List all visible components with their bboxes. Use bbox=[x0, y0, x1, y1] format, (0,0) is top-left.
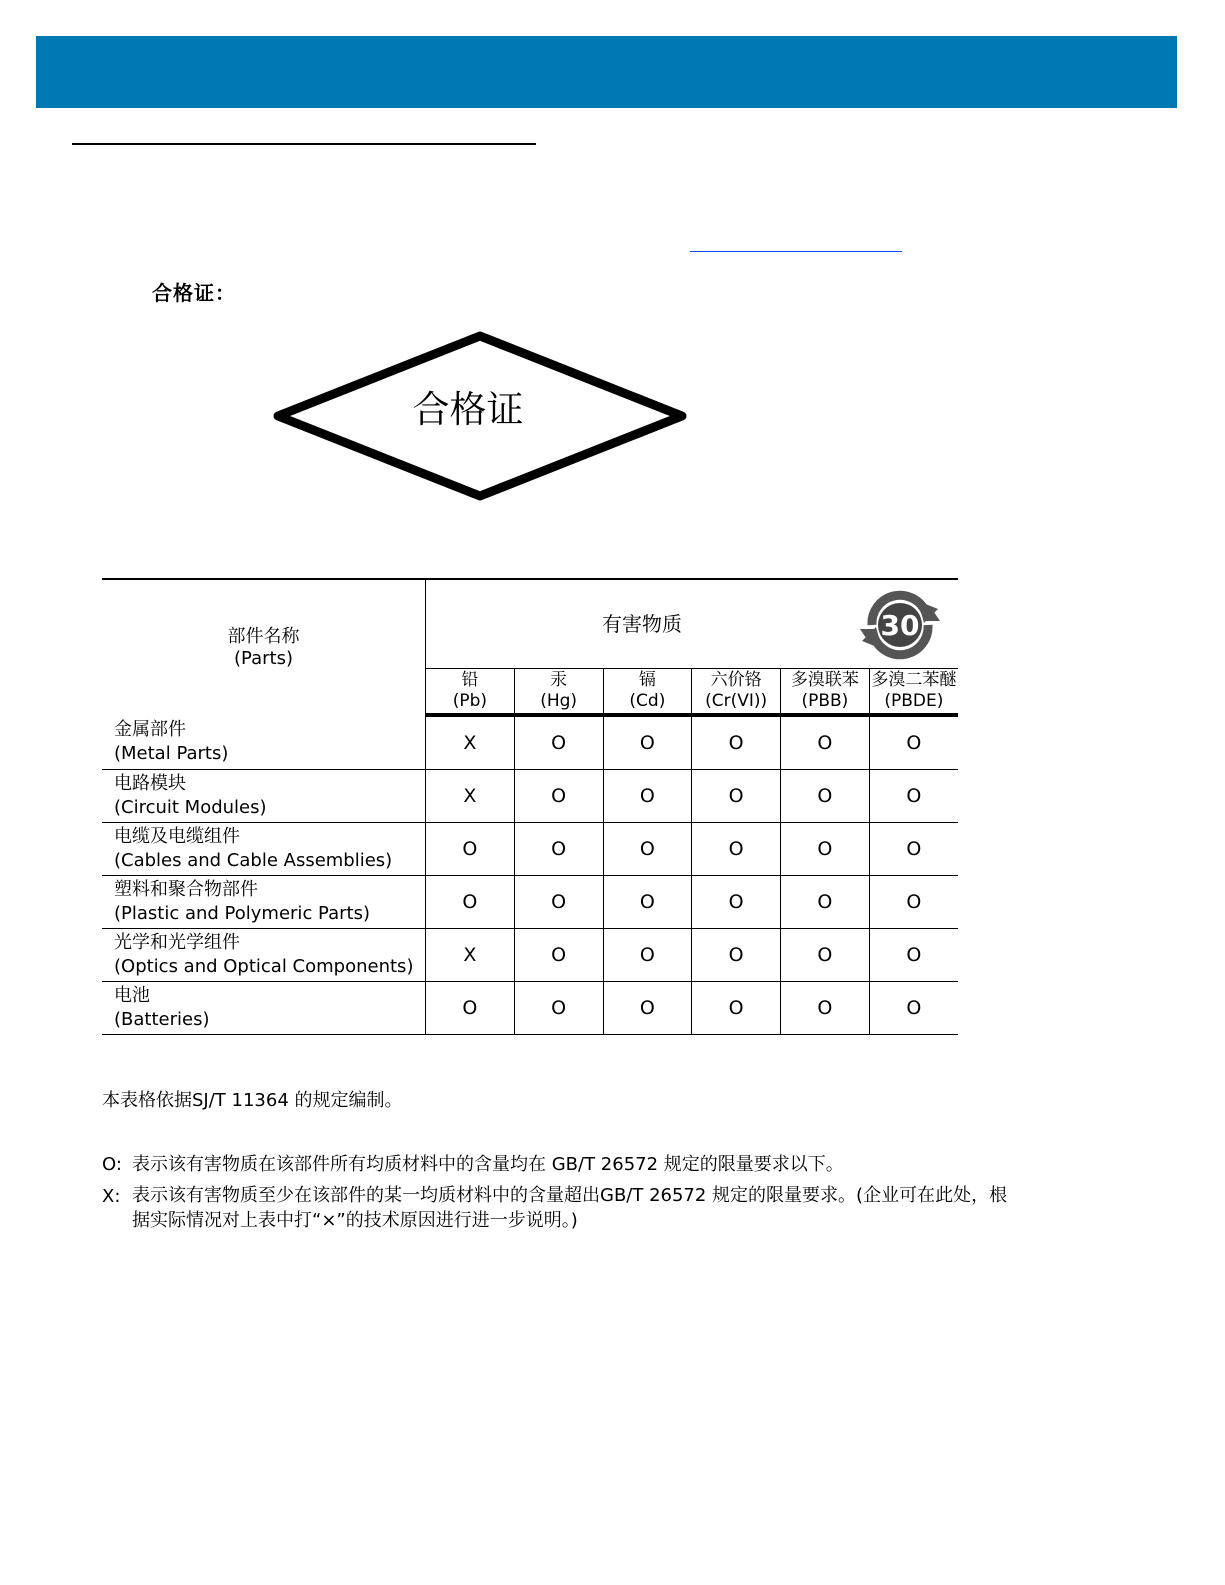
table-cell: O bbox=[514, 929, 603, 982]
table-cell: O bbox=[514, 982, 603, 1035]
table-cell: O bbox=[869, 982, 958, 1035]
hazardous-substances-table bbox=[102, 578, 958, 1040]
table-row bbox=[102, 876, 958, 929]
table-cell: O bbox=[781, 823, 870, 876]
table-cell: X bbox=[426, 929, 515, 982]
table-cell: O bbox=[426, 982, 515, 1035]
part-name-cn: 电池 bbox=[114, 985, 150, 1006]
hazard-header bbox=[426, 579, 959, 669]
table-cell: O bbox=[692, 715, 781, 770]
legend-item-o bbox=[102, 1151, 1022, 1179]
substance-header: 汞 (Hg) bbox=[514, 669, 603, 716]
link-underline[interactable] bbox=[690, 251, 902, 252]
table-cell: O bbox=[869, 715, 958, 770]
part-name-cn: 塑料和聚合物部件 bbox=[114, 879, 258, 900]
part-name-cn: 金属部件 bbox=[114, 719, 186, 740]
table-cell: O bbox=[781, 770, 870, 823]
table-cell: O bbox=[692, 770, 781, 823]
table-cell: O bbox=[869, 823, 958, 876]
table-cell: O bbox=[514, 823, 603, 876]
part-name-cn: 电缆及电缆组件 bbox=[114, 826, 240, 847]
header-bar bbox=[36, 36, 1177, 108]
table-cell: O bbox=[692, 982, 781, 1035]
part-name-en: (Plastic and Polymeric Parts) bbox=[114, 903, 370, 924]
table-row bbox=[102, 770, 958, 823]
legend-key: O: bbox=[102, 1154, 122, 1175]
table-cell: O bbox=[692, 823, 781, 876]
legend-text: 表示该有害物质在该部件所有均质材料中的含量均在 GB/T 26572 规定的限量要求以下。 bbox=[132, 1154, 844, 1175]
certificate-heading: 合格证： bbox=[152, 281, 236, 305]
table-cell: O bbox=[603, 715, 692, 770]
table-row bbox=[102, 823, 958, 876]
part-name-cn: 电路模块 bbox=[114, 773, 186, 794]
substance-header: 多溴联苯 (PBB) bbox=[781, 669, 870, 716]
part-name-en: (Circuit Modules) bbox=[114, 797, 267, 818]
part-name-en: (Cables and Cable Assemblies) bbox=[114, 850, 393, 871]
table-cell: O bbox=[603, 929, 692, 982]
substance-header: 六价铬 (Cr(VI)) bbox=[692, 669, 781, 716]
part-name-cn: 光学和光学组件 bbox=[114, 932, 240, 953]
table-cell: O bbox=[603, 982, 692, 1035]
table-cell: O bbox=[692, 929, 781, 982]
table-cell: O bbox=[869, 929, 958, 982]
table-cell: O bbox=[781, 715, 870, 770]
table-cell: X bbox=[426, 770, 515, 823]
table-cell: O bbox=[781, 982, 870, 1035]
table-row bbox=[102, 929, 958, 982]
table-cell: O bbox=[603, 770, 692, 823]
part-name-en: (Optics and Optical Components) bbox=[114, 956, 414, 977]
basis-note: 本表格依据SJ/T 11364 的规定编制。 bbox=[102, 1090, 403, 1111]
certificate-mark bbox=[270, 330, 690, 505]
table-cell: X bbox=[426, 715, 515, 770]
table-cell: O bbox=[869, 876, 958, 929]
table-cell: O bbox=[514, 715, 603, 770]
hazard-header-label: 有害物质 bbox=[602, 612, 682, 636]
legend-text: 表示该有害物质至少在该部件的某一均质材料中的含量超出GB/T 26572 规定的限量要求。(企业可在此处，根据实际情况对上表中打“×”的技术原因进行进一步说明。) bbox=[132, 1185, 1008, 1231]
logo-number: 30 bbox=[880, 609, 920, 642]
certificate-mark-text: 合格证 bbox=[412, 388, 524, 431]
substance-header: 镉 (Cd) bbox=[603, 669, 692, 716]
table-cell: O bbox=[514, 770, 603, 823]
table-cell: O bbox=[781, 929, 870, 982]
parts-header bbox=[102, 579, 426, 715]
table-cell: O bbox=[426, 823, 515, 876]
table-cell: O bbox=[426, 876, 515, 929]
table-row bbox=[102, 715, 958, 770]
table-cell: O bbox=[603, 876, 692, 929]
part-name-en: (Batteries) bbox=[114, 1009, 210, 1030]
parts-header-en: (Parts) bbox=[234, 647, 293, 669]
legend bbox=[102, 1151, 1022, 1233]
section-rule bbox=[72, 143, 536, 145]
table-cell: O bbox=[514, 876, 603, 929]
legend-key: X: bbox=[102, 1186, 121, 1207]
epup-30-logo-icon bbox=[854, 585, 946, 665]
substance-header: 多溴二苯醚 (PBDE) bbox=[869, 669, 958, 716]
table-cell: O bbox=[603, 823, 692, 876]
table-cell: O bbox=[781, 876, 870, 929]
table-cell: O bbox=[692, 876, 781, 929]
table-row bbox=[102, 982, 958, 1035]
table-cell: O bbox=[869, 770, 958, 823]
parts-header-cn: 部件名称 bbox=[227, 625, 300, 647]
legend-item-x bbox=[102, 1183, 1022, 1233]
substance-header: 铅 (Pb) bbox=[426, 669, 515, 716]
part-name-en: (Metal Parts) bbox=[114, 743, 229, 764]
